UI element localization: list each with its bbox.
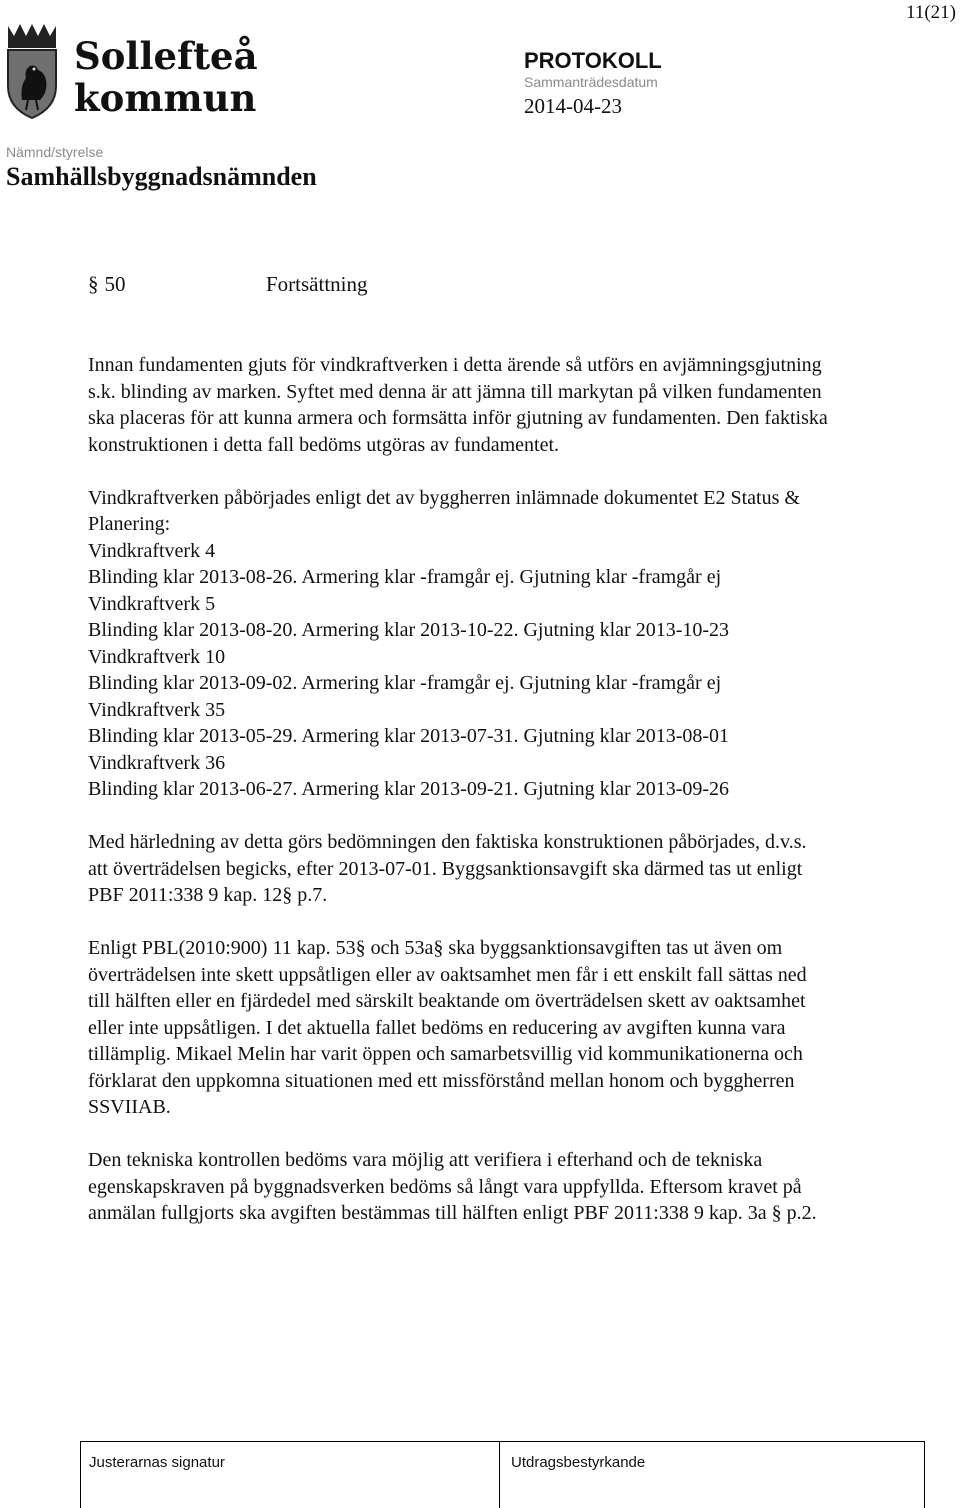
- body-text: [88, 352, 948, 1253]
- document-type: PROTOKOLL: [524, 48, 662, 73]
- text-line: s.k. blinding av marken. Syftet med denna är att jämna till markytan på vilken fundamenten: [88, 380, 822, 403]
- section-number: 50: [104, 272, 126, 296]
- logo-text-line2: kommun: [74, 76, 257, 120]
- section-heading: [88, 272, 368, 297]
- paragraph: [88, 352, 948, 458]
- text-line: ska placeras för att kunna armera och formsätta inför gjutning av fundamenten. Den faktiska: [88, 407, 828, 429]
- logo-text-line1: Sollefteå: [74, 34, 258, 78]
- text-line: Den tekniska kontrollen bedöms vara möjlig att verifiera i efterhand och de tekniska: [88, 1149, 763, 1171]
- paragraph: [88, 1147, 948, 1227]
- text-line: tillämplig. Mikael Melin har varit öppen och samarbetsvillig vid kommunikationerna och: [88, 1043, 803, 1065]
- certification-field-label: Utdragsbestyrkande: [511, 1454, 646, 1471]
- text-line: Blinding klar 2013-08-20. Armering klar 2013-10-22. Gjutning klar 2013-10-23: [88, 619, 730, 641]
- section-symbol: §: [88, 272, 99, 296]
- text-line: Vindkraftverk 36: [88, 751, 226, 774]
- text-line: konstruktionen i detta fall bedöms utgöras av fundamentet.: [88, 433, 559, 456]
- text-line: till hälften eller en fjärdedel med särskilt beaktande om överträdelsen skett av oaktsamhet: [88, 990, 806, 1012]
- text-line: SSVIIAB.: [88, 1096, 171, 1118]
- text-line: Blinding klar 2013-06-27. Armering klar 2013-09-21. Gjutning klar 2013-09-26: [88, 778, 730, 800]
- text-line: förklarat den uppkomna situationen med ett missförstånd mellan honom och byggherren: [88, 1069, 795, 1092]
- text-line: överträdelsen inte skett uppsåtligen eller av oaktsamhet men får i ett enskilt fall sättas ned: [88, 963, 807, 986]
- text-line: eller inte uppsåtligen. I det aktuella fallet bedöms en reducering av avgiften kunna vara: [88, 1016, 786, 1039]
- paragraph: [88, 485, 948, 803]
- text-line: Blinding klar 2013-05-29. Armering klar 2013-07-31. Gjutning klar 2013-08-01: [88, 725, 730, 747]
- text-line: anmälan fullgjorts ska avgiften bestämmas till hälften enligt PBF 2011:338 9 kap. 3a § p.2.: [88, 1202, 817, 1224]
- board-name: Samhällsbyggnadsnämnden: [6, 162, 317, 191]
- text-line: Vindkraftverk 10: [88, 645, 226, 668]
- board-label: Nämnd/styrelse: [6, 144, 104, 160]
- text-line: Enligt PBL(2010:900) 11 kap. 53§ och 53a§ ska byggsanktionsavgiften tas ut även om: [88, 937, 783, 959]
- paragraph: [88, 935, 948, 1121]
- text-line: Vindkraftverk 35: [88, 698, 226, 721]
- text-line: Vindkraftverk 5: [88, 592, 216, 615]
- text-line: Vindkraftverken påbörjades enligt det av byggherren inlämnade dokumentet E2 Status &: [88, 486, 800, 509]
- meeting-date: 2014-04-23: [524, 94, 622, 118]
- text-line: Blinding klar 2013-08-26. Armering klar -framgår ej. Gjutning klar -framgår ej: [88, 566, 722, 588]
- meeting-date-label: Sammanträdesdatum: [524, 74, 658, 90]
- footer-divider: [499, 1442, 500, 1508]
- text-line: Planering:: [88, 513, 171, 535]
- text-line: Vindkraftverk 4: [88, 539, 216, 562]
- paragraph: [88, 829, 948, 909]
- text-line: att överträdelsen begicks, efter 2013-07-01. Byggsanktionsavgift ska därmed tas ut enligt: [88, 857, 803, 880]
- text-line: Blinding klar 2013-09-02. Armering klar -framgår ej. Gjutning klar -framgår ej: [88, 672, 722, 694]
- text-line: Innan fundamenten gjuts för vindkraftverken i detta ärende så utförs en avjämningsgjutning: [88, 354, 822, 376]
- text-line: egenskapskraven på byggnadsverken bedöms så långt vara uppfyllda. Eftersom kravet på: [88, 1175, 802, 1198]
- signature-footer: [80, 1441, 925, 1508]
- section-title: Fortsättning: [266, 272, 368, 296]
- text-line: PBF 2011:338 9 kap. 12§ p.7.: [88, 884, 328, 906]
- text-line: Med härledning av detta görs bedömningen den faktiska konstruktionen påbörjades, d.v.s.: [88, 831, 807, 853]
- page-number: 11(21): [906, 2, 956, 23]
- signature-field-label: Justerarnas signatur: [89, 1454, 225, 1471]
